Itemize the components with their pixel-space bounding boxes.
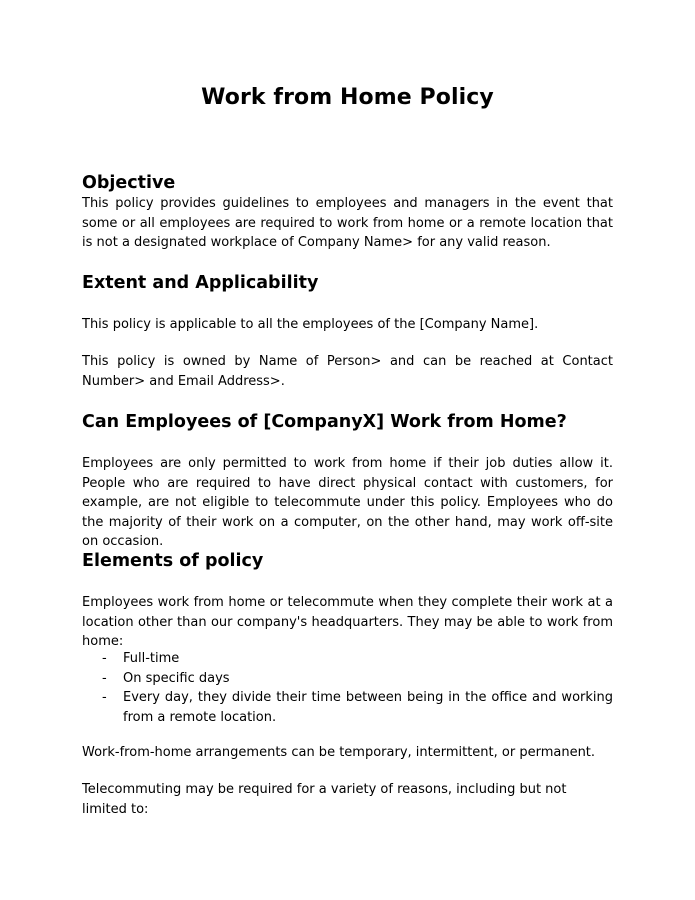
bullet-dash: - xyxy=(102,690,107,705)
extent-paragraph-1: This policy is applicable to all the employees of the [Company Name]. xyxy=(82,317,539,332)
reasons-paragraph: Telecommuting may be required for a variety of reasons, including but not limited to: xyxy=(82,782,567,817)
extent-paragraph-2: This policy is owned by Name of Person> and can be reached at Contact Number> and Email Address>. xyxy=(82,354,613,389)
heading-objective: Objective xyxy=(82,173,176,193)
heading-elements-of-policy: Elements of policy xyxy=(82,551,264,571)
heading-can-employees: Can Employees of [CompanyX] Work from Home? xyxy=(82,412,567,432)
can-employees-paragraph: Employees are only permitted to work from home if their job duties allow it. People who are required to have direct physical contact with customers, for example, are not eligible to telecommute under this policy. Employees who do the majority of their work on a computer, on the other hand, may work off-site on occasion. xyxy=(82,456,613,549)
list-item xyxy=(82,649,613,669)
page-title: Work from Home Policy xyxy=(201,85,494,110)
bullet-dash: - xyxy=(102,670,107,686)
elements-intro-paragraph: Employees work from home or telecommute when they complete their work at a location other than our company's headquarters. They may be able to work from home: xyxy=(82,595,613,649)
list-item-text: Full-time xyxy=(123,651,180,666)
list-item-text: Every day, they divide their time between being in the office and working from a remote location. xyxy=(123,690,613,725)
objective-paragraph: This policy provides guidelines to employees and managers in the event that some or all employees are required to work from home or a remote location that is not a designated workplace of Company Name> for any valid reason. xyxy=(82,196,613,250)
heading-extent-applicability: Extent and Applicability xyxy=(82,273,319,293)
work-from-home-options-list xyxy=(82,649,613,727)
arrangements-paragraph: Work-from-home arrangements can be temporary, intermittent, or permanent. xyxy=(82,745,596,760)
list-item xyxy=(82,669,613,689)
list-item xyxy=(82,688,613,727)
list-item-text: On specific days xyxy=(123,670,230,686)
bullet-dash: - xyxy=(102,651,107,666)
